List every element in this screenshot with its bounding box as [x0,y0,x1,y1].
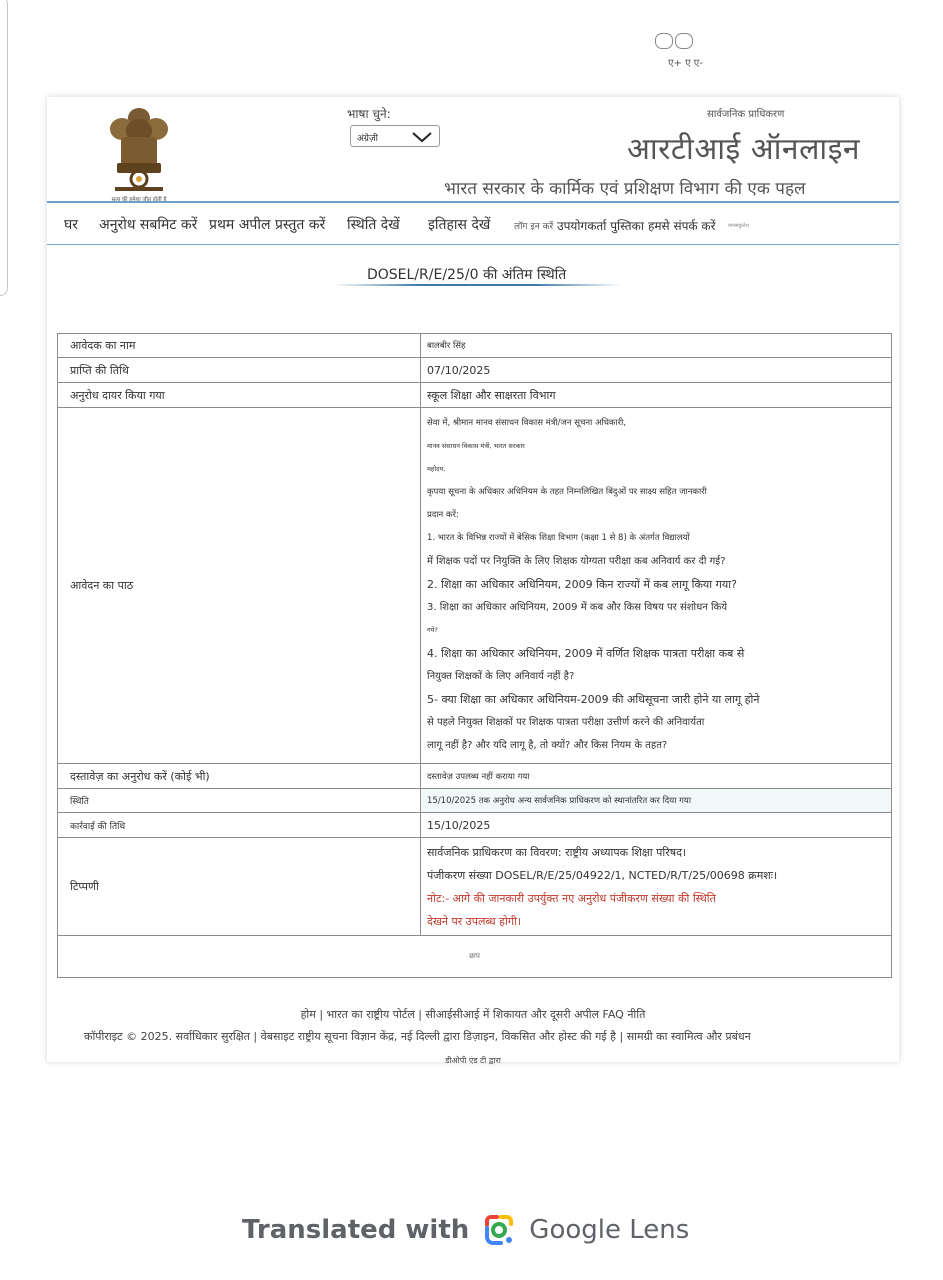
application-line: गये? [427,626,438,634]
application-line: 1. भारत के विभिन्न राज्यों में बेसिक शिक्षा विभाग (कक्षा 1 से 8) के अंतर्गत विद्यालयों [427,533,690,543]
application-line: में शिक्षक पदों पर नियुक्ति के लिए शिक्षक योग्यता परीक्षा कब अनिवार्य कर दी गई? [427,556,726,567]
nav-view-status[interactable]: स्थिति देखें [347,217,400,233]
table-row [58,408,892,764]
google-lens-banner [242,1210,689,1250]
contrast-toggle-icon[interactable] [675,33,693,49]
application-line: प्रदान करें: [427,510,459,520]
status-label: स्थिति [58,789,421,813]
nav-home[interactable]: घर [64,217,78,233]
language-select[interactable] [350,125,440,147]
table-row [58,813,892,838]
nav-user-manual[interactable]: उपयोगकर्ता पुस्तिका [557,219,644,233]
font-size-controls[interactable] [655,33,705,75]
table-row [58,358,892,383]
main-nav [47,201,899,245]
application-line: से पहले नियुक्त शिक्षकों पर शिक्षक पात्रता परीक्षा उत्तीर्ण करने की अनिवार्यता [427,717,705,728]
application-line: कृपया सूचना के अधिकार अधिनियम के तहत निम्नलिखित बिंदुओं पर साक्ष्य सहित जानकारी [427,487,707,497]
emblem-motto: सत्य की हमेशा जीत होती है [111,197,167,203]
remarks-label: टिप्पणी [58,838,421,936]
applicant-name-label: आवेदक का नाम [58,334,421,358]
application-line: 5- क्या शिक्षा का अधिकार अधिनियम-2009 की अधिसूचना जारी होने या लागू होने [427,693,760,706]
application-line: महोदय, [427,465,446,473]
application-text-value [421,408,892,764]
remarks-note: देखने पर उपलब्ध होगी। [427,914,522,928]
nav-submit-request[interactable]: अनुरोध सबमिट करें [99,217,198,233]
national-emblem-icon [99,103,179,203]
nav-contact-us[interactable]: हमसे संपर्क करें [648,219,716,233]
remarks-line: सार्वजनिक प्राधिकरण का विवरण: राष्ट्रीय अध्यापक शिक्षा परिषद। [427,845,687,859]
remarks-line: पंजीकरण संख्या DOSEL/R/E/25/04922/1, NCTED/R/T/25/00698 क्रमशः। [427,868,778,882]
application-line: नियुक्त शिक्षकों के लिए अनिवार्य नहीं है? [427,671,575,682]
nav-first-appeal[interactable]: प्रथम अपील प्रस्तुत करें [209,217,326,233]
nav-view-history[interactable]: इतिहास देखें [428,217,491,233]
remarks-note: नोट:- आगे की जानकारी उपर्युक्त नए अनुरोध पंजीकरण संख्या की स्थिति [427,891,716,905]
nav-login[interactable]: लॉग इन करें [514,222,554,232]
action-date-value: 15/10/2025 [421,813,892,838]
page-card [47,97,899,1065]
site-subtitle: भारत सरकार के कार्मिक एवं प्रशिक्षण विभाग की एक पहल [444,179,806,199]
status-value: 15/10/2025 तक अनुरोध अन्य सार्वजनिक प्राधिकरण को स्थानांतरित कर दिया गया [421,789,892,813]
google-lens-icon [479,1210,519,1250]
side-frame [0,0,8,296]
nav-extra[interactable]: वापसकुलेश [728,223,749,229]
application-line: मानव संसाधन विकास मंत्री, भारत सरकार [427,442,525,450]
table-row [58,383,892,408]
footer-links[interactable]: होम | भारत का राष्ट्रीय पोर्टल | सीआईसीआई में शिकायत और दूसरी अपील FAQ नीति [300,1008,646,1021]
chevron-down-icon [411,130,433,144]
contrast-toggle-icon[interactable] [655,33,673,49]
title-underline [332,284,622,286]
language-value: अंग्रेज़ी [357,134,378,144]
translated-with-label: Translated with [242,1215,470,1245]
print-button[interactable]: छाप [58,936,892,978]
table-row [58,838,892,936]
request-filed-value: स्कूल शिक्षा और साक्षरता विभाग [421,383,892,408]
application-line: सेवा में, श्रीमान मानव संसाधन विकास मंत्री/जन सूचना अधिकारी, [427,418,627,428]
request-details-table [57,333,892,978]
applicant-name-value: बालबीर सिंह [421,334,892,358]
table-row [58,789,892,813]
application-line: 2. शिक्षा का अधिकार अधिनियम, 2009 किन राज्यों में कब लागू किया गया? [427,578,737,591]
footer-dopt: डीओपी एंड टी द्वारा [445,1056,501,1065]
application-text-label: आवेदन का पाठ [58,408,421,764]
language-label: भाषा चुने: [347,107,391,121]
site-title: आरटीआई ऑनलाइन [627,132,861,167]
receipt-date-value: 07/10/2025 [421,358,892,383]
authority-label: सार्वजनिक प्राधिकरण [707,109,785,120]
application-line: 4. शिक्षा का अधिकार अधिनियम, 2009 में वर्णित शिक्षक पात्रता परीक्षा कब से [427,647,745,660]
action-date-label: कार्रवाई की तिथि [58,813,421,838]
table-row [58,334,892,358]
application-line: 3. शिक्षा का अधिकार अधिनियम, 2009 में कब और किस विषय पर संशोधन किये [427,602,728,613]
documents-value: दस्तावेज़ उपलब्ध नहीं कराया गया [421,764,892,789]
application-line: लागू नहीं है? और यदि लागू है, तो क्यों? और किस नियम के तहत? [427,740,668,751]
table-row [58,764,892,789]
receipt-date-label: प्राप्ति की तिथि [58,358,421,383]
footer-copyright: कॉपीराइट © 2025. सर्वाधिकार सुरक्षित | वेबसाइट राष्ट्रीय सूचना विज्ञान केंद्र, नई दिल्ली द्वारा डिज़ाइन, विकसित और होस्ट की गई है | सामग्री का स्वामित्व और प्रबंधन [84,1030,751,1043]
request-filed-label: अनुरोध दायर किया गया [58,383,421,408]
page-title: DOSEL/R/E/25/0 की अंतिम स्थिति [367,267,567,283]
font-size-label[interactable]: ए+ ए ए- [668,58,703,69]
table-row [58,936,892,978]
google-lens-label: Google Lens [529,1215,690,1245]
remarks-value [421,838,892,936]
documents-label: दस्तावेज़ का अनुरोध करें (कोई भी) [58,764,421,789]
